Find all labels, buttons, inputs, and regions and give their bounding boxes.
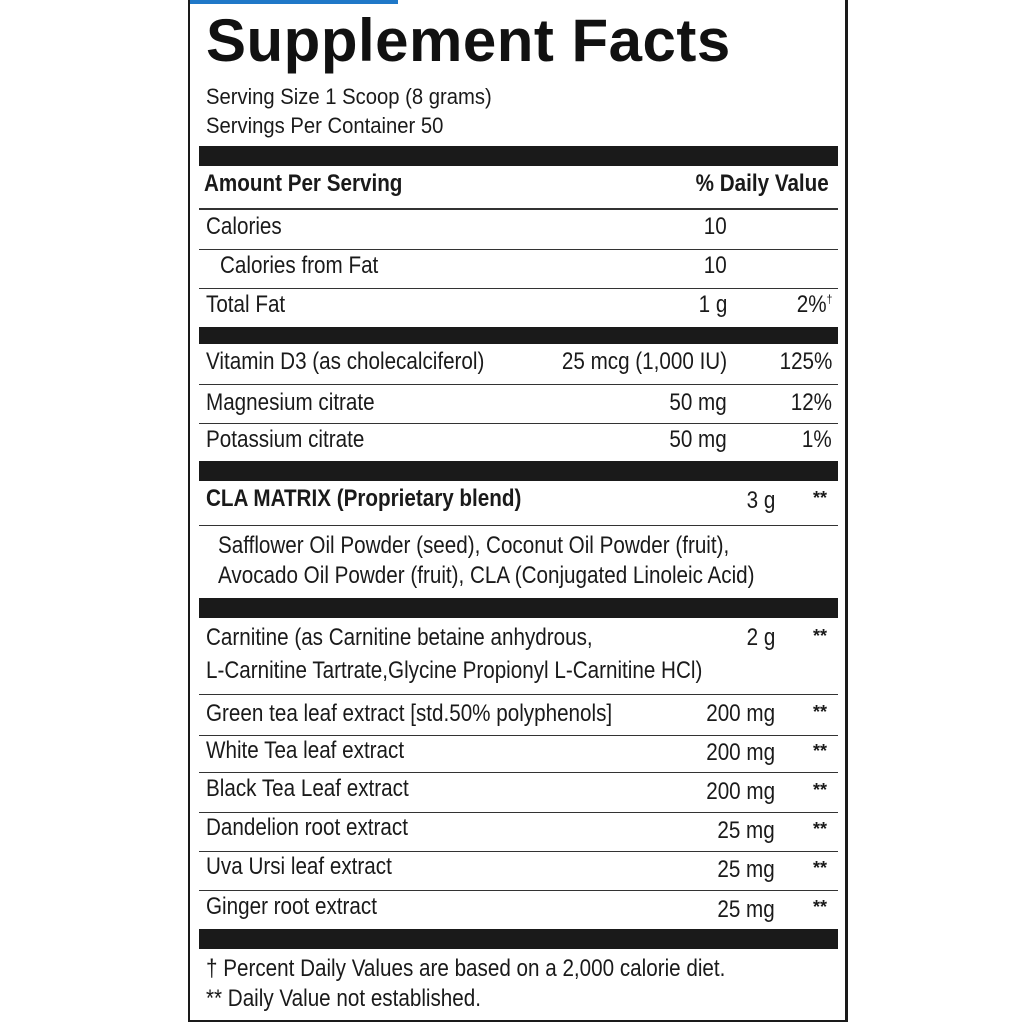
amount-per-serving-header: Amount Per Serving: [204, 170, 403, 197]
blend-label: CLA MATRIX (Proprietary blend): [206, 485, 522, 512]
blend-ingredients-line1: Safflower Oil Powder (seed), Coconut Oil Powder (fruit),: [218, 532, 730, 559]
divider: [199, 384, 838, 385]
magnesium-dv: 12%: [790, 389, 832, 416]
magnesium-label: Magnesium citrate: [206, 389, 375, 416]
thick-divider: [199, 929, 838, 949]
carnitine-line2: L-Carnitine Tartrate,Glycine Propionyl L-Carnitine HCl): [206, 657, 703, 684]
divider: [199, 772, 838, 773]
calories-label: Calories: [206, 213, 282, 240]
blend-amount: 3 g: [746, 487, 775, 514]
blend-dv: **: [812, 488, 827, 508]
total-fat-dv: 2%†: [796, 291, 832, 318]
total-fat-label: Total Fat: [206, 291, 286, 318]
thick-divider: [199, 598, 838, 618]
dandelion-label: Dandelion root extract: [206, 814, 408, 841]
carnitine-line1: Carnitine (as Carnitine betaine anhydrous,: [206, 624, 593, 651]
dandelion-amount: 25 mg: [717, 817, 775, 844]
thick-divider: [199, 146, 838, 166]
ginger-amount: 25 mg: [717, 896, 775, 923]
total-fat-amount: 1 g: [698, 291, 727, 318]
black-tea-dv: **: [812, 780, 827, 800]
divider: [199, 423, 838, 424]
green-tea-amount: 200 mg: [706, 700, 775, 727]
dandelion-dv: **: [812, 819, 827, 839]
calories-from-fat-amount: 10: [704, 252, 727, 279]
footnote-not-established: ** Daily Value not established.: [206, 985, 481, 1012]
thick-divider: [199, 461, 838, 481]
divider: [199, 735, 838, 736]
calories-from-fat-label: Calories from Fat: [220, 252, 379, 279]
potassium-amount: 50 mg: [669, 426, 727, 453]
ginger-dv: **: [812, 897, 827, 917]
green-tea-dv: **: [812, 702, 827, 722]
divider: [199, 208, 838, 210]
uva-ursi-label: Uva Ursi leaf extract: [206, 853, 392, 880]
green-tea-label: Green tea leaf extract [std.50% polyphenols]: [206, 700, 613, 727]
ginger-label: Ginger root extract: [206, 893, 377, 920]
servings-per-container: Servings Per Container 50: [206, 113, 444, 138]
vitamin-d3-label: Vitamin D3 (as cholecalciferol): [206, 348, 485, 375]
carnitine-amount: 2 g: [746, 624, 775, 651]
panel-title: Supplement Facts: [206, 7, 731, 74]
divider: [199, 525, 838, 526]
uva-ursi-amount: 25 mg: [717, 856, 775, 883]
divider: [199, 249, 838, 250]
divider: [199, 890, 838, 891]
thick-divider: [199, 327, 838, 344]
white-tea-amount: 200 mg: [706, 739, 775, 766]
white-tea-dv: **: [812, 741, 827, 761]
divider: [199, 851, 838, 852]
blend-ingredients-line2: Avocado Oil Powder (fruit), CLA (Conjugated Linoleic Acid): [218, 562, 755, 589]
uva-ursi-dv: **: [812, 858, 827, 878]
magnesium-amount: 50 mg: [669, 389, 727, 416]
carnitine-dv: **: [812, 626, 827, 646]
calories-amount: 10: [704, 213, 727, 240]
potassium-label: Potassium citrate: [206, 426, 365, 453]
divider: [199, 694, 838, 695]
vitamin-d3-amount: 25 mcg (1,000 IU): [561, 348, 727, 375]
black-tea-amount: 200 mg: [706, 778, 775, 805]
daily-value-header: % Daily Value: [695, 170, 829, 197]
serving-size: Serving Size 1 Scoop (8 grams): [206, 84, 492, 109]
white-tea-label: White Tea leaf extract: [206, 737, 405, 764]
black-tea-label: Black Tea Leaf extract: [206, 775, 409, 802]
supplement-facts-panel: [188, 0, 848, 1022]
potassium-dv: 1%: [802, 426, 832, 453]
footnote-daily-values: † Percent Daily Values are based on a 2,000 calorie diet.: [206, 955, 726, 982]
vitamin-d3-dv: 125%: [779, 348, 832, 375]
divider: [199, 288, 838, 289]
divider: [199, 812, 838, 813]
